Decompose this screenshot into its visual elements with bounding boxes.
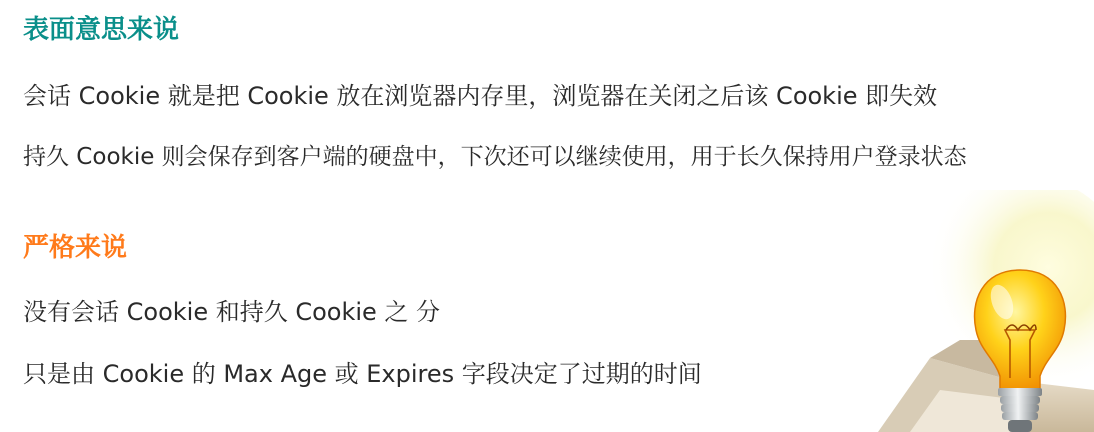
bulb-base-thread-1: [1000, 396, 1040, 404]
bulb-base-thread-2: [1001, 404, 1039, 412]
bulb-base-collar: [998, 388, 1042, 396]
heading-surface-meaning: 表面意思来说: [23, 15, 180, 45]
bulb-base-thread-3: [1002, 412, 1038, 420]
expiry-fields-line: 只是由 Cookie 的 Max Age 或 Expires 字段决定了过期的时间: [23, 360, 702, 388]
lightbulb-icon: [870, 190, 1094, 432]
persistent-cookie-line: 持久 Cookie 则会保存到客户端的硬盘中，下次还可以继续使用，用于长久保持用户登录状态: [23, 144, 967, 170]
heading-strictly-speaking: 严格来说: [23, 233, 128, 263]
session-cookie-line: 会话 Cookie 就是把 Cookie 放在浏览器内存里，浏览器在关闭之后该 Cookie 即失效: [23, 82, 938, 110]
bulb-base-tip: [1008, 420, 1032, 432]
no-distinction-line: 没有会话 Cookie 和持久 Cookie 之 分: [23, 298, 441, 326]
